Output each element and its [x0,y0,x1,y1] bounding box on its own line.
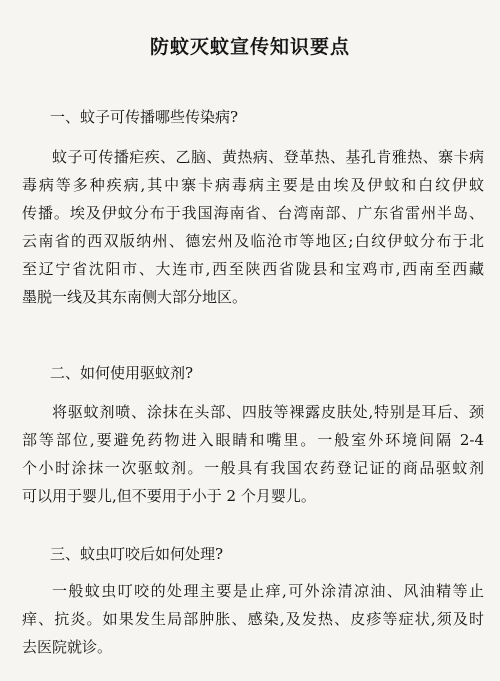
section-heading-3: 三、蚊虫叮咬后如何处理? [50,545,224,563]
paragraph-line: 痒、抗炎。如果发生局部肿胀、感染,及发热、皮疹等症状,须及时 [22,610,484,628]
document-title: 防蚊灭蚊宣传知识要点 [149,36,350,58]
section-heading-1: 一、蚊子可传播哪些传染病? [50,108,239,126]
paragraph-line: 传播。埃及伊蚊分布于我国海南省、台湾南部、广东省雷州半岛、 [22,204,484,222]
paragraph-line: 可以用于婴儿,但不要用于小于 2 个月婴儿。 [22,487,316,505]
paragraph-line: 云南省的西双版纳州、德宏州及临沧市等地区;白纹伊蚊分布于北 [22,232,484,250]
paragraph-line: 一般蚊虫叮咬的处理主要是止痒,可外涂清凉油、风油精等止 [52,582,484,600]
section-body-3 [22,577,484,661]
paragraph-line: 毒病等多种疾病,其中寨卡病毒病主要是由埃及伊蚊和白纹伊蚊 [22,176,484,194]
paragraph-line: 蚊子可传播疟疾、乙脑、黄热病、登革热、基孔肯雅热、寨卡病 [52,148,484,166]
paragraph-line: 墨脱一线及其东南侧大部分地区。 [22,288,248,306]
paragraph-line: 将驱蚊剂喷、涂抹在头部、四肢等裸露皮肤处,特别是耳后、颈 [52,403,484,421]
paragraph-line: 部等部位,要避免药物进入眼睛和嘴里。一般室外环境间隔 2-4 [22,431,484,449]
section-body-2 [22,398,484,510]
section-body-1 [22,143,484,311]
paragraph-line: 至辽宁省沈阳市、大连市,西至陕西省陇县和宝鸡市,西南至西藏 [22,260,484,278]
section-heading-2: 二、如何使用驱蚊剂? [50,364,194,382]
paragraph-line: 个小时涂抹一次驱蚊剂。一般具有我国农药登记证的商品驱蚊剂 [22,459,484,477]
paragraph-line: 去医院就诊。 [22,638,113,656]
